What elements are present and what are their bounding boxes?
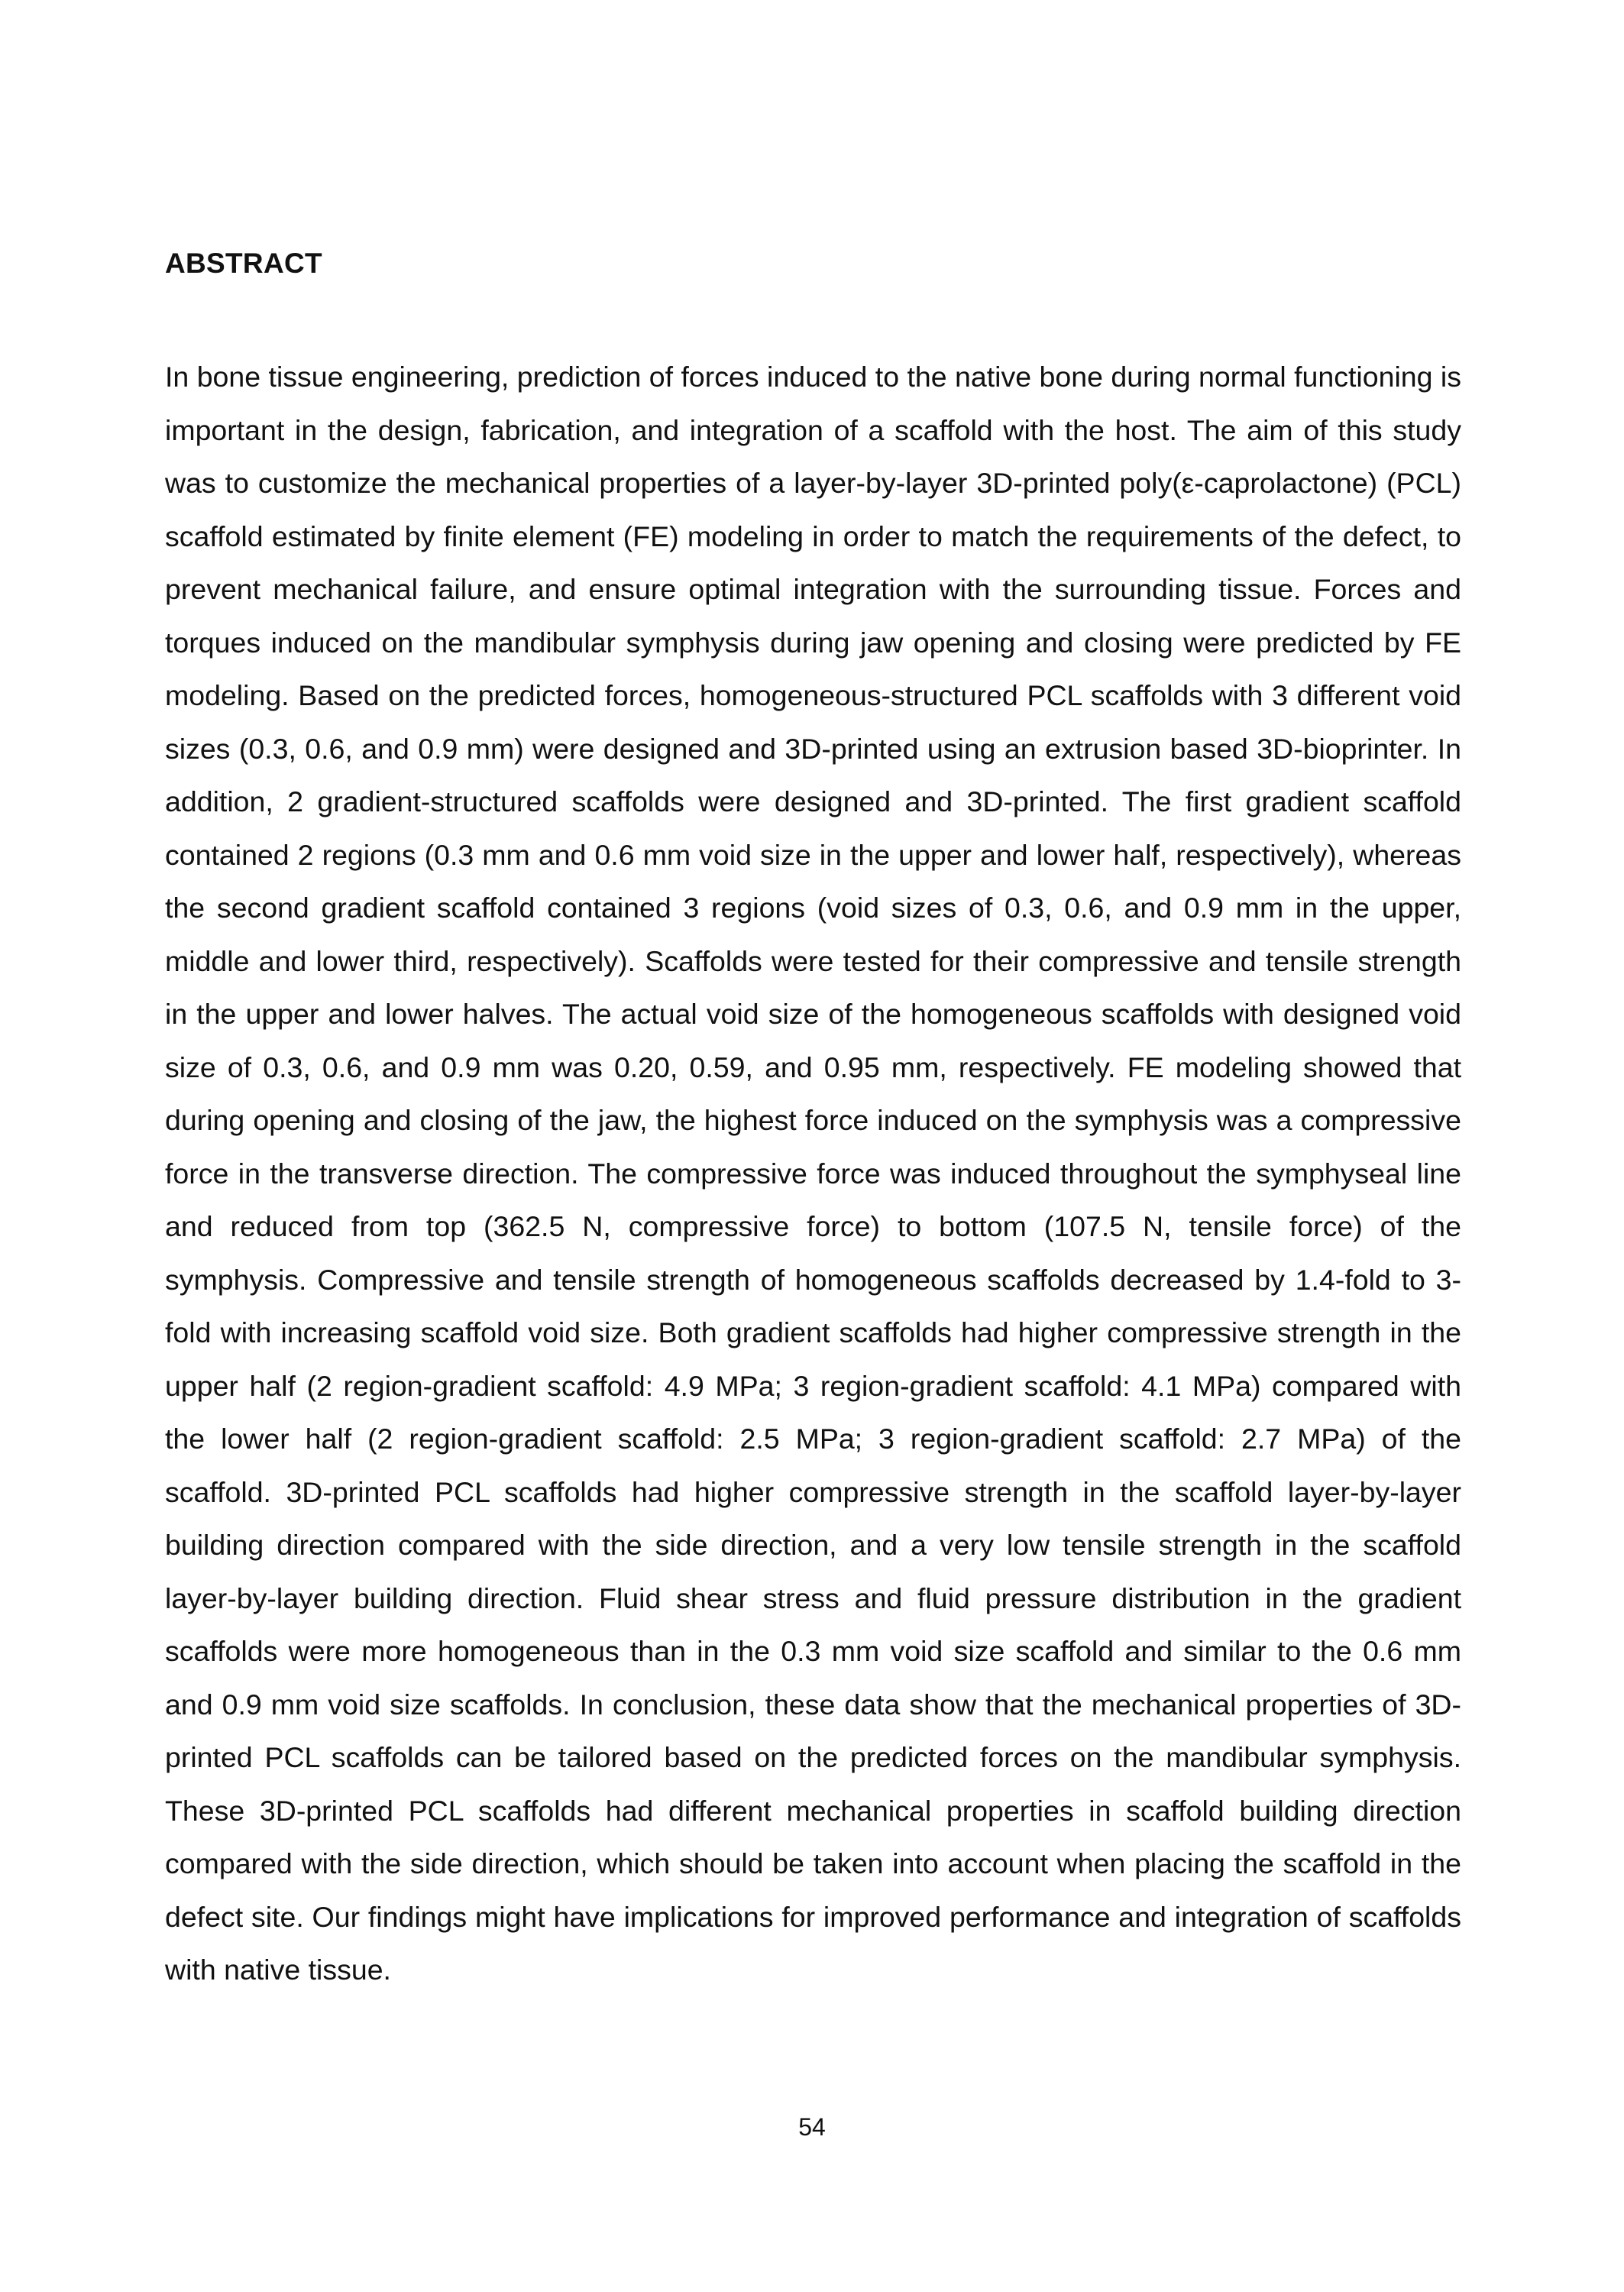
page-number: 54 xyxy=(798,2113,826,2141)
abstract-paragraph: In bone tissue engineering, prediction of forces induced to the native bone during normal functioning is important in the design, fabrication, and integration of a scaffold with the host. The aim of this study was to customize the mechanical properties of a layer-by-layer 3D-printed poly(ε-caprolactone) (PCL) scaffold estimated by finite element (FE) modeling in order to match the requirements of the defect, to prevent mechanical failure, and ensure optimal integration with the surrounding tissue. Forces and torques induced on the mandibular symphysis during jaw opening and closing were predicted by FE modeling. Based on the predicted forces, homogeneous-structured PCL scaffolds with 3 different void sizes (0.3, 0.6, and 0.9 mm) were designed and 3D-printed using an extrusion based 3D-bioprinter. In addition, 2 gradient-structured scaffolds were designed and 3D-printed. The first gradient scaffold contained 2 regions (0.3 mm and 0.6 mm void size in the upper and lower half, respectively), whereas the second gradient scaffold contained 3 regions (void sizes of 0.3, 0.6, and 0.9 mm in the upper, middle and lower third, respectively). Scaffolds were tested for their compressive and tensile strength in the upper and lower halves. The actual void size of the homogeneous scaffolds with designed void size of 0.3, 0.6, and 0.9 mm was 0.20, 0.59, and 0.95 mm, respectively. FE modeling showed that during opening and closing of the jaw, the highest force induced on the symphysis was a compressive force in the transverse direction. The compressive force was induced throughout the symphyseal line and reduced from top (362.5 N, compressive force) to bottom (107.5 N, tensile force) of the symphysis. Compressive and tensile strength of homogeneous scaffolds decreased by 1.4-fold to 3-fold with increasing scaffold void size. Both gradient scaffolds had higher compressive strength in the upper half (2 region-gradient scaffold: 4.9 MPa; 3 region-gradient scaffold: 4.1 MPa) compared with the lower half (2 region-gradient scaffold: 2.5 MPa; 3 region-gradient scaffold: 2.7 MPa) of the scaffold. 3D-printed PCL scaffolds had higher compressive strength in the scaffold layer-by-layer building direction compared with the side direction, and a very low tensile strength in the scaffold layer-by-layer building direction. Fluid shear stress and fluid pressure distribution in the gradient scaffolds were more homogeneous than in the 0.3 mm void size scaffold and similar to the 0.6 mm and 0.9 mm void size scaffolds. In conclusion, these data show that the mechanical properties of 3D-printed PCL scaffolds can be tailored based on the predicted forces on the mandibular symphysis. These 3D-printed PCL scaffolds had different mechanical properties in scaffold building direction compared with the side direction, which should be taken into account when placing the scaffold in the defect site. Our findings might have implications for improved performance and integration of scaffolds with native tissue. xyxy=(165,361,1461,1986)
section-heading: ABSTRACT xyxy=(165,248,322,279)
